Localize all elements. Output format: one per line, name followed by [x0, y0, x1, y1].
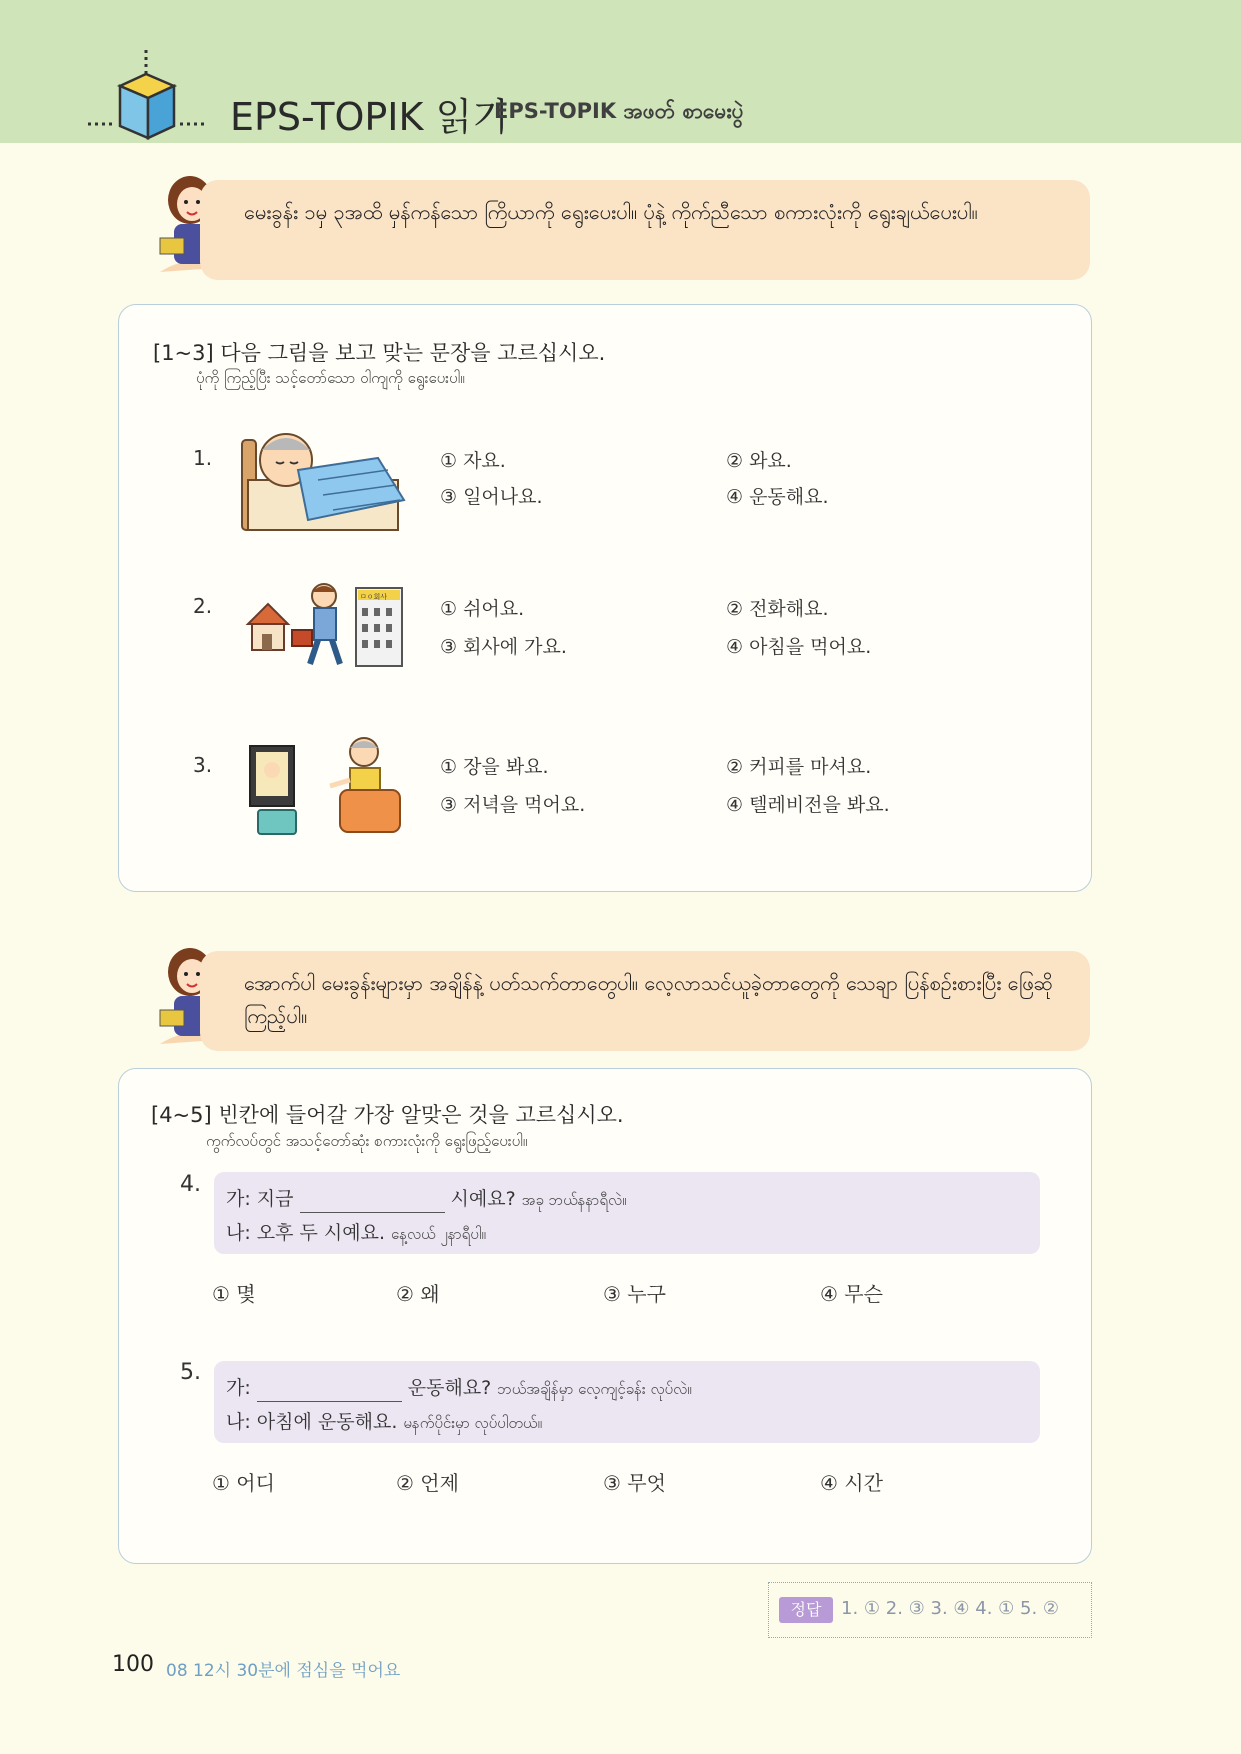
option-2[interactable]: ② 와요.	[726, 450, 792, 472]
answer-key	[768, 1582, 1092, 1638]
option-1[interactable]: ① 쉬어요.	[440, 598, 525, 620]
option-4[interactable]: ④ 시간	[820, 1471, 883, 1495]
answer-key-text: 1. ① 2. ③ 3. ④ 4. ① 5. ②	[841, 1598, 1060, 1619]
cube-icon	[88, 50, 208, 142]
option-4[interactable]: ④ 아침을 먹어요.	[726, 636, 872, 658]
option-3[interactable]: ③ 회사에 가요.	[440, 636, 567, 658]
option-3[interactable]: ③ 무엇	[603, 1471, 666, 1495]
instruction-banner-2	[200, 951, 1090, 1051]
dialog-box	[214, 1172, 1040, 1254]
chapter-title: 08 12시 30분에 점심을 먹어요	[166, 1661, 401, 1681]
option-2[interactable]: ② 왜	[396, 1282, 440, 1306]
page-subtitle: EPS-TOPIK အဖတ် စာမေးပွဲ	[494, 99, 744, 123]
option-1[interactable]: ① 장을 봐요.	[440, 756, 549, 778]
answer-blank[interactable]	[300, 1192, 445, 1213]
section-heading: [4~5] 빈칸에 들어갈 가장 알맞은 것을 고르십시오.	[151, 1103, 624, 1127]
dialog-line-a: 가: 지금 시예요? အခု ဘယ်နနာရီလဲ။	[226, 1184, 627, 1213]
building-sign: ㅁㅇ회사	[360, 593, 388, 601]
section-subheading: ကွက်လပ်တွင် အသင့်တော်ဆုံး စကားလုံးကို ရွေးဖြည့်ပေးပါ။	[206, 1132, 528, 1150]
answer-key-label: 정답	[779, 1597, 833, 1623]
dialog-line-b: 나: 아침에 운동해요. မနက်ပိုင်းမှာ လုပ်ပါတယ်။	[226, 1411, 543, 1433]
question-number: 3.	[193, 753, 213, 777]
section-subheading: ပုံကို ကြည့်ပြီး သင့်တော်သော ဝါကျကို ရွေးပေးပါ။	[196, 369, 465, 387]
option-3[interactable]: ③ 누구	[603, 1282, 666, 1306]
instruction-banner-1	[200, 180, 1090, 280]
section-heading: [1~3] 다음 그림을 보고 맞는 문장을 고르십시오.	[153, 341, 606, 365]
dialog-line-b: 나: 오후 두 시예요. နေ့လယ် ၂နာရီပါ။	[226, 1222, 486, 1244]
option-2[interactable]: ② 언제	[396, 1471, 459, 1495]
option-1[interactable]: ① 자요.	[440, 450, 506, 472]
sleeping-man-illustration	[238, 420, 408, 545]
question-number: 4.	[180, 1172, 201, 1197]
option-4[interactable]: ④ 무슨	[820, 1282, 883, 1306]
page-header	[0, 0, 1241, 143]
option-1[interactable]: ① 어디	[212, 1471, 275, 1495]
watching-tv-illustration	[246, 730, 408, 838]
question-number: 5.	[180, 1360, 201, 1385]
option-2[interactable]: ② 전화해요.	[726, 598, 829, 620]
instruction-text: အောက်ပါ မေးခွန်းများမှာ အချိန်နဲ့ ပတ်သက်တာတွေပါ။ လေ့လာသင်ယူခဲ့တာတွေကို သေချာ ပြန်စဉ်းစားပြီး ဖြေဆိုကြည့်ပါ။	[244, 971, 1054, 1028]
answer-blank[interactable]	[257, 1381, 402, 1402]
option-4[interactable]: ④ 운동해요.	[726, 486, 829, 508]
dialog-box	[214, 1361, 1040, 1443]
question-number: 2.	[193, 594, 213, 618]
option-4[interactable]: ④ 텔레비전을 봐요.	[726, 794, 890, 816]
option-1[interactable]: ① 몇	[212, 1282, 256, 1306]
instruction-text: မေးခွန်း ၁မှ ၃အထိ မှန်ကန်သော ကြိယာကို ရွေးပေးပါ။ ပုံနဲ့ ကိုက်ညီသော စကားလုံးကို ရွေးချယ်ပေးပါ။	[244, 200, 978, 224]
question-number: 1.	[193, 446, 213, 470]
option-3[interactable]: ③ 저녁을 먹어요.	[440, 794, 586, 816]
commuting-man-illustration	[244, 578, 406, 670]
page-title: EPS-TOPIK 읽기	[230, 95, 509, 139]
option-3[interactable]: ③ 일어나요.	[440, 486, 543, 508]
option-2[interactable]: ② 커피를 마셔요.	[726, 756, 872, 778]
dialog-line-a: 가: 운동해요? ဘယ်အချိန်မှာ လေ့ကျင့်ခန်း လုပ်လဲ။	[226, 1373, 692, 1402]
page-number: 100	[112, 1652, 154, 1677]
